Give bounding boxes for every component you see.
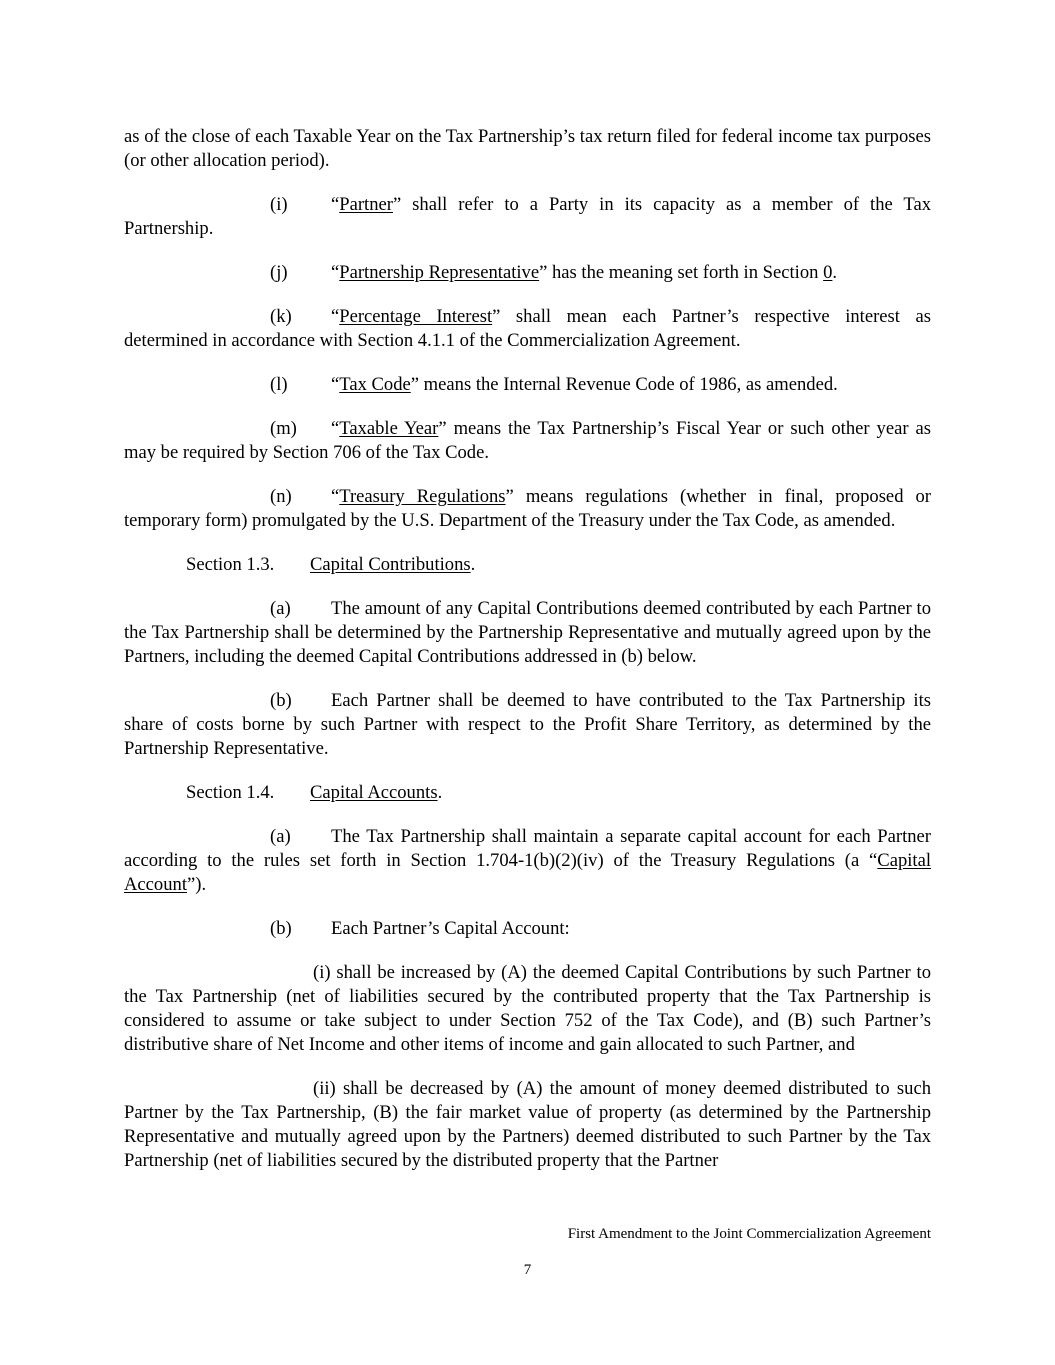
- open-quote: “: [331, 194, 340, 215]
- paragraph-text: ” means the Internal Revenue Code of 1986, as amended.: [410, 374, 838, 395]
- paragraph-text: Each Partner shall be deemed to have contributed to the Tax Partnership its share of costs borne by such Partner with respect to the Profit Share Territory, as determined by the Partnership Representative.: [124, 690, 931, 759]
- clause-1-4-a: [124, 825, 931, 897]
- item-label: (k): [270, 306, 292, 327]
- section-heading-1-4: [124, 781, 931, 805]
- paragraph-text: The amount of any Capital Contributions deemed contributed by each Partner to the Tax Partnership shall be determined by the Partnership Representative and mutually agreed upon by the Partners, including the deemed Capital Contributions addressed in (b) below.: [124, 598, 931, 667]
- clause-1-4-b-i: [124, 961, 931, 1057]
- open-quote: “: [331, 306, 340, 327]
- clause-1-4-b: [124, 917, 931, 941]
- item-label: (a): [270, 598, 291, 619]
- section-title: Capital Accounts: [310, 782, 438, 803]
- definition-tax-code: [124, 373, 931, 397]
- defined-term: Partnership Representative: [339, 262, 540, 283]
- defined-term: Treasury Regulations: [339, 486, 506, 507]
- paragraph-text: ” means regulations (whether in final, proposed or temporary form) promulgated by the U.S. Department of the Treasury under the Tax Code, as amended.: [124, 486, 931, 531]
- paragraph-text: Each Partner’s Capital Account:: [331, 918, 570, 939]
- document-body: [124, 125, 931, 1193]
- paragraph-continuation: [124, 125, 931, 173]
- definition-percentage-interest: [124, 305, 931, 353]
- open-quote: “: [331, 262, 340, 283]
- definition-treasury-regulations: [124, 485, 931, 533]
- section-reference-link[interactable]: 0: [823, 262, 833, 283]
- item-label: (j): [270, 262, 288, 283]
- section-number: Section 1.3.: [186, 554, 275, 575]
- paragraph-text: ” means the Tax Partnership’s Fiscal Year or such other year as may be required by Section 706 of the Tax Code.: [124, 418, 931, 463]
- item-label: (a): [270, 826, 291, 847]
- item-label: (b): [270, 918, 292, 939]
- page-footer: First Amendment to the Joint Commercialization Agreement: [567, 1226, 931, 1242]
- paragraph-text: .: [832, 262, 838, 283]
- definition-taxable-year: [124, 417, 931, 465]
- open-quote: “: [331, 374, 340, 395]
- paragraph-text: .: [437, 782, 443, 803]
- defined-term: Capital Account: [124, 850, 931, 895]
- defined-term: Partner: [339, 194, 393, 215]
- clause-1-4-b-ii: [124, 1077, 931, 1173]
- paragraph-text: The Tax Partnership shall maintain a separate capital account for each Partner according to the rules set forth in Section 1.704-1(b)(2)(iv) of the Treasury Regulations (a “: [124, 826, 931, 871]
- paragraph-text: ” shall refer to a Party in its capacity as a member of the Tax Partnership.: [124, 194, 931, 239]
- paragraph-text: .: [470, 554, 476, 575]
- section-title: Capital Contributions: [310, 554, 471, 575]
- paragraph-text: ”).: [187, 874, 207, 895]
- paragraph-text: ” has the meaning set forth in Section: [539, 262, 824, 283]
- paragraph-text: ” shall mean each Partner’s respective interest as determined in accordance with Section 4.1.1 of the Commercialization Agreement.: [124, 306, 931, 351]
- defined-term: Tax Code: [339, 374, 411, 395]
- item-label: (l): [270, 374, 288, 395]
- definition-partner: [124, 193, 931, 241]
- paragraph-text: as of the close of each Taxable Year on the Tax Partnership’s tax return filed for federal income tax purposes (or other allocation period).: [124, 126, 931, 171]
- section-number: Section 1.4.: [186, 782, 275, 803]
- open-quote: “: [331, 418, 340, 439]
- section-heading-1-3: [124, 553, 931, 577]
- defined-term: Taxable Year: [339, 418, 439, 439]
- item-label: (n): [270, 486, 292, 507]
- item-label: (i): [270, 194, 288, 215]
- clause-1-3-a: [124, 597, 931, 669]
- item-label: (b): [270, 690, 292, 711]
- defined-term: Percentage Interest: [339, 306, 493, 327]
- definition-partnership-representative: [124, 261, 931, 285]
- open-quote: “: [331, 486, 340, 507]
- item-label: (m): [270, 418, 297, 439]
- paragraph-text: (ii) shall be decreased by (A) the amount of money deemed distributed to such Partner by the Tax Partnership, (B) the fair market value of property (as determined by the Partnership Representative and mutually agreed upon by the Partners) deemed distributed to such Partner by the Tax Partnership (net of liabilities secured by the distributed property that the Partner: [124, 1078, 931, 1171]
- paragraph-text: (i) shall be increased by (A) the deemed Capital Contributions by such Partner to the Tax Partnership (net of liabilities secured by the contributed property that the Tax Partnership is considered to assume or take subject to under Section 752 of the Tax Code), and (B) such Partner’s distributive share of Net Income and other items of income and gain allocated to such Partner, and: [124, 962, 931, 1055]
- page-number: 7: [523, 1262, 532, 1278]
- clause-1-3-b: [124, 689, 931, 761]
